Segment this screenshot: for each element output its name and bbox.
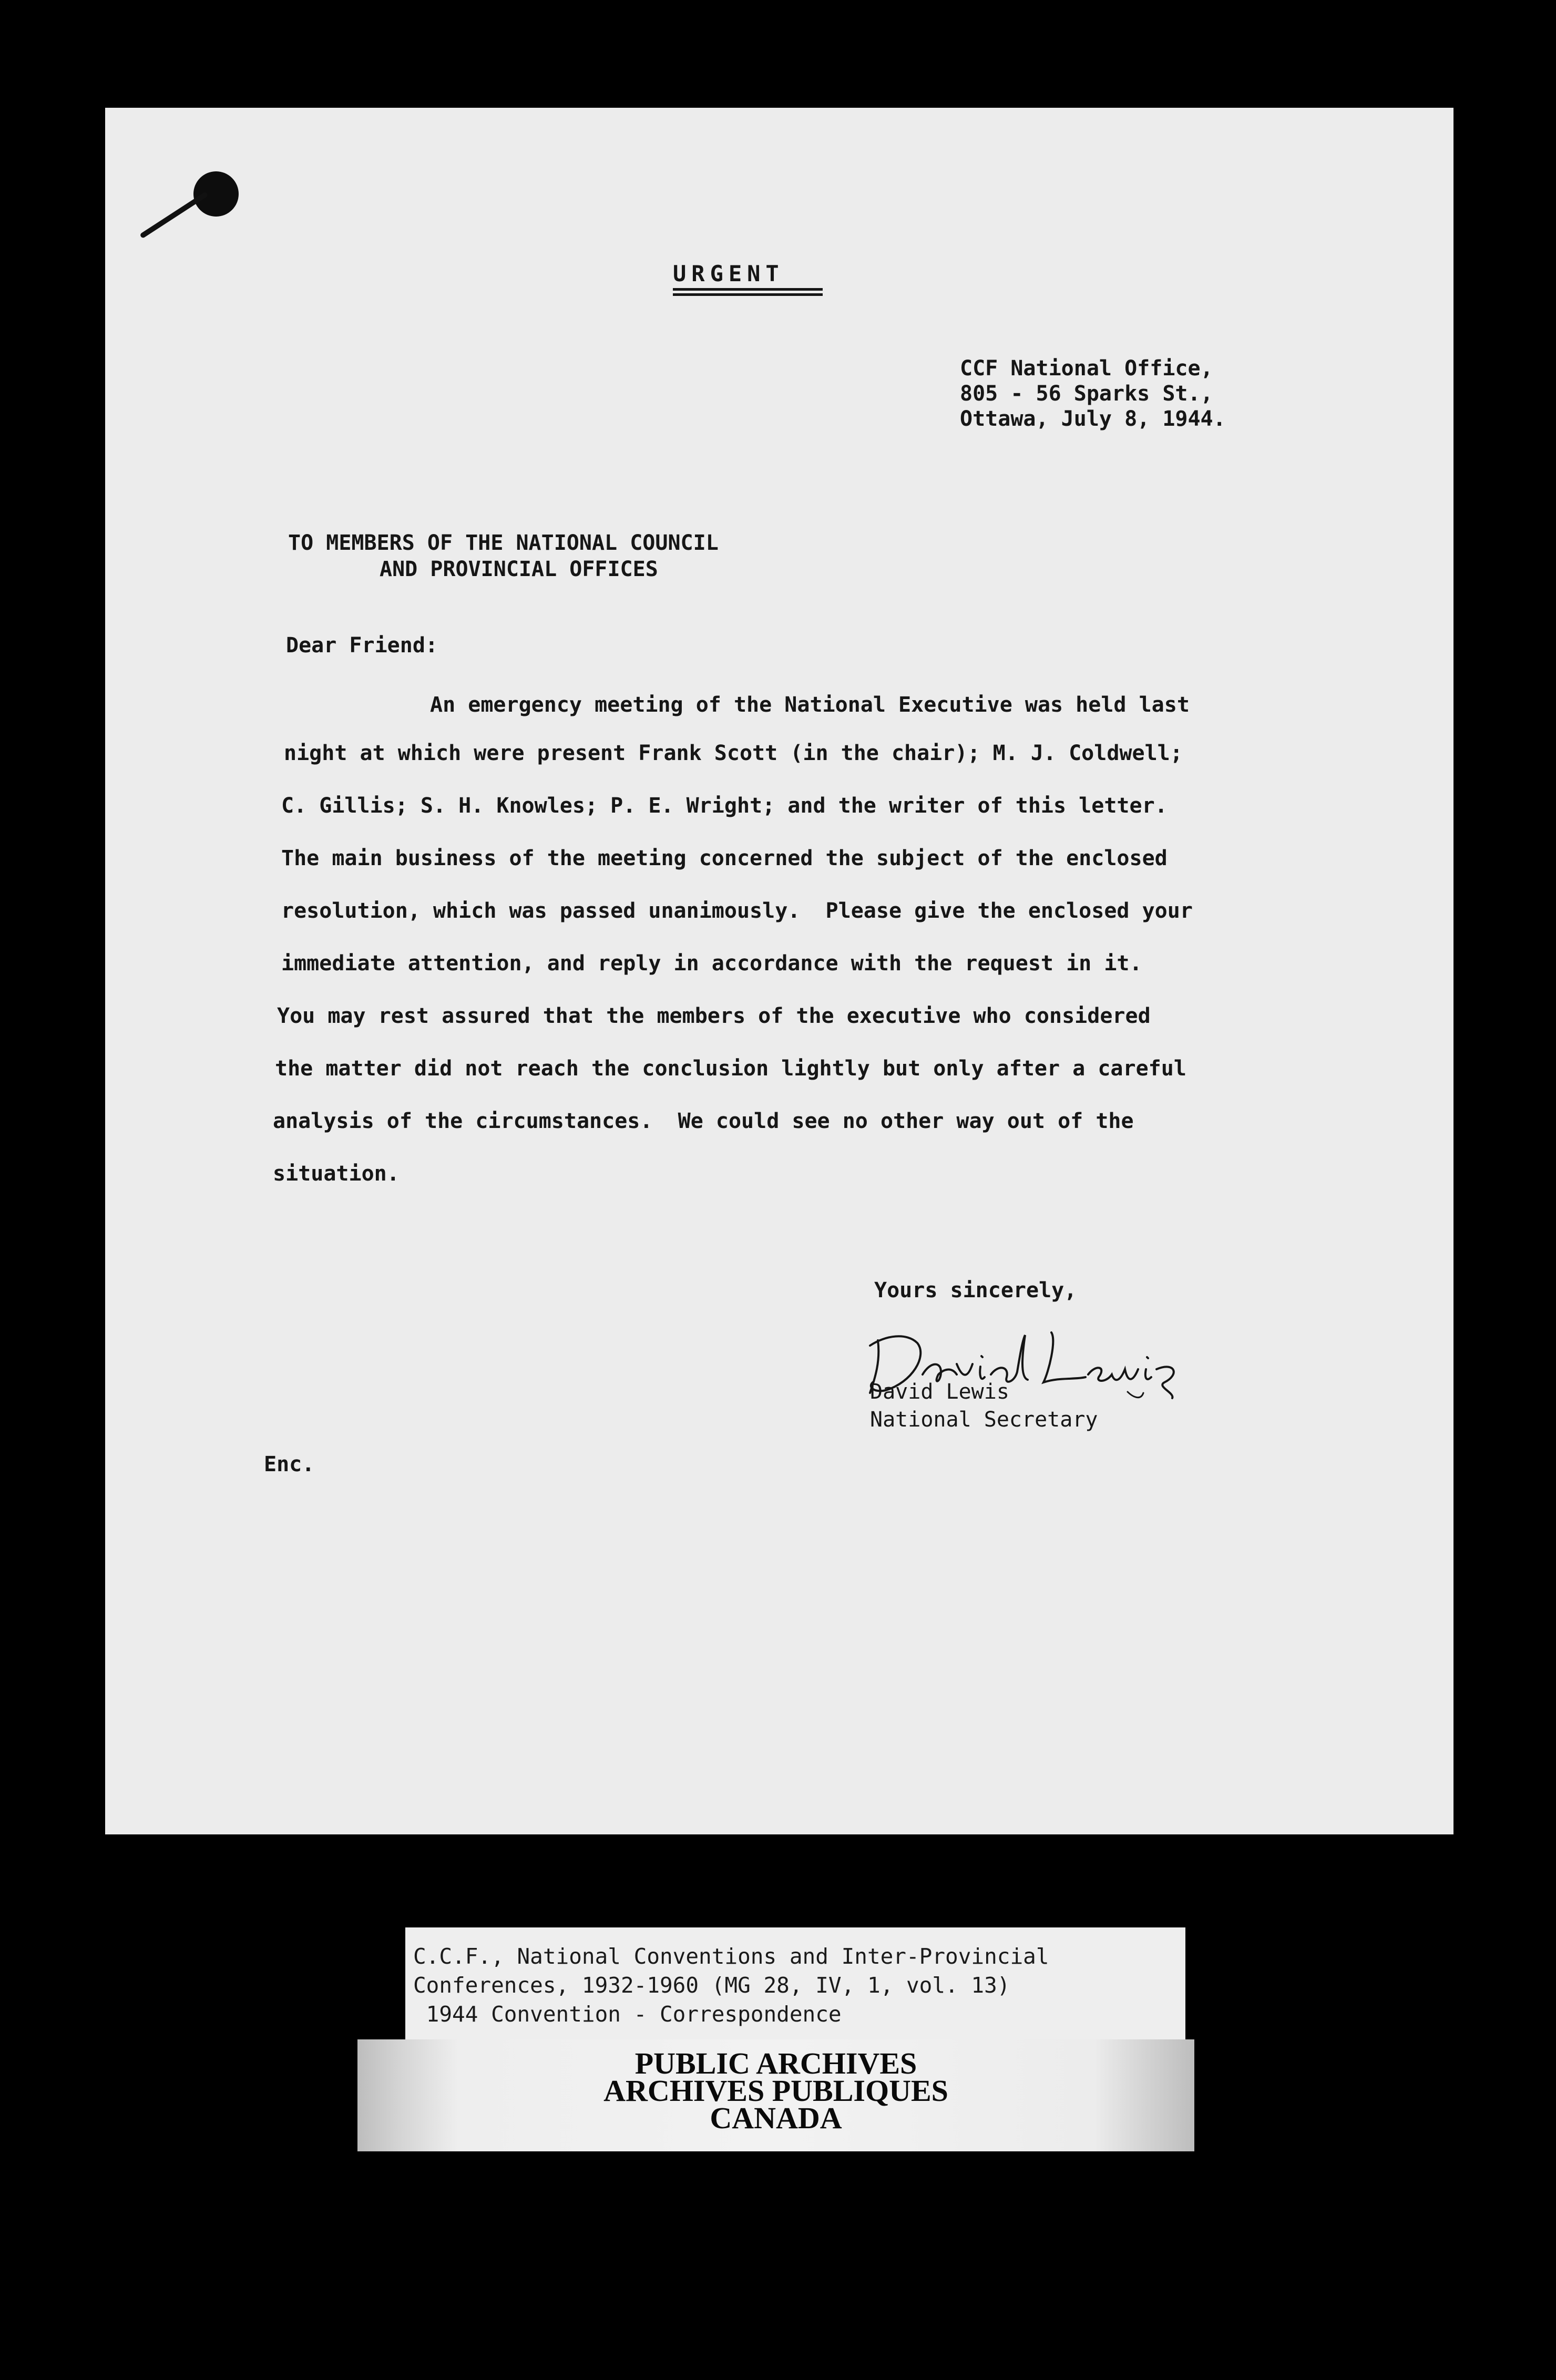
address-line: 805 - 56 Sparks St., [960,382,1213,406]
body-line: resolution, which was passed unanimously. Please give the enclosed your [281,899,1193,923]
stamp-line: ARCHIVES PUBLIQUES [603,2074,948,2108]
punch-hole [193,171,239,217]
enclosure-note: Enc. [264,1452,315,1476]
body-line: The main business of the meeting concerned the subject of the enclosed [281,846,1168,870]
letter-heading: URGENT [673,261,784,286]
body-line: situation. [273,1162,400,1186]
signer-title: National Secretary [870,1408,1098,1432]
body-line: analysis of the circumstances. We could see no other way out of the [273,1109,1134,1133]
body-line: An emergency meeting of the National Executive was held last [430,693,1190,717]
heading-underline [673,288,823,291]
body-line: the matter did not reach the conclusion lightly but only after a careful [275,1056,1186,1081]
address-line: Ottawa, July 8, 1944. [960,407,1226,431]
address-line: CCF National Office, [960,356,1213,381]
archives-stamp [357,2039,1194,2151]
archive-label-line: Conferences, 1932-1960 (MG 28, IV, 1, vol. 13) [413,1973,1010,1998]
recipient-line: AND PROVINCIAL OFFICES [380,557,658,581]
body-line: You may rest assured that the members of the executive who considered [277,1004,1151,1028]
closing: Yours sincerely, [874,1278,1077,1302]
signer-name: David Lewis [870,1380,1009,1404]
archive-label-line: C.C.F., National Conventions and Inter-Provincial [413,1944,1049,1969]
salutation: Dear Friend: [286,633,438,658]
body-line: night at which were present Frank Scott (in the chair); M. J. Coldwell; [284,741,1183,765]
stamp-line: CANADA [710,2101,842,2135]
body-line: C. Gillis; S. H. Knowles; P. E. Wright; and the writer of this letter. [281,794,1168,818]
stamp-line: PUBLIC ARCHIVES [634,2046,917,2080]
recipient-line: TO MEMBERS OF THE NATIONAL COUNCIL [288,531,719,555]
archive-label-line: 1944 Convention - Correspondence [413,2002,842,2027]
heading-underline-second [673,293,823,296]
body-line: immediate attention, and reply in accordance with the request in it. [281,951,1142,976]
